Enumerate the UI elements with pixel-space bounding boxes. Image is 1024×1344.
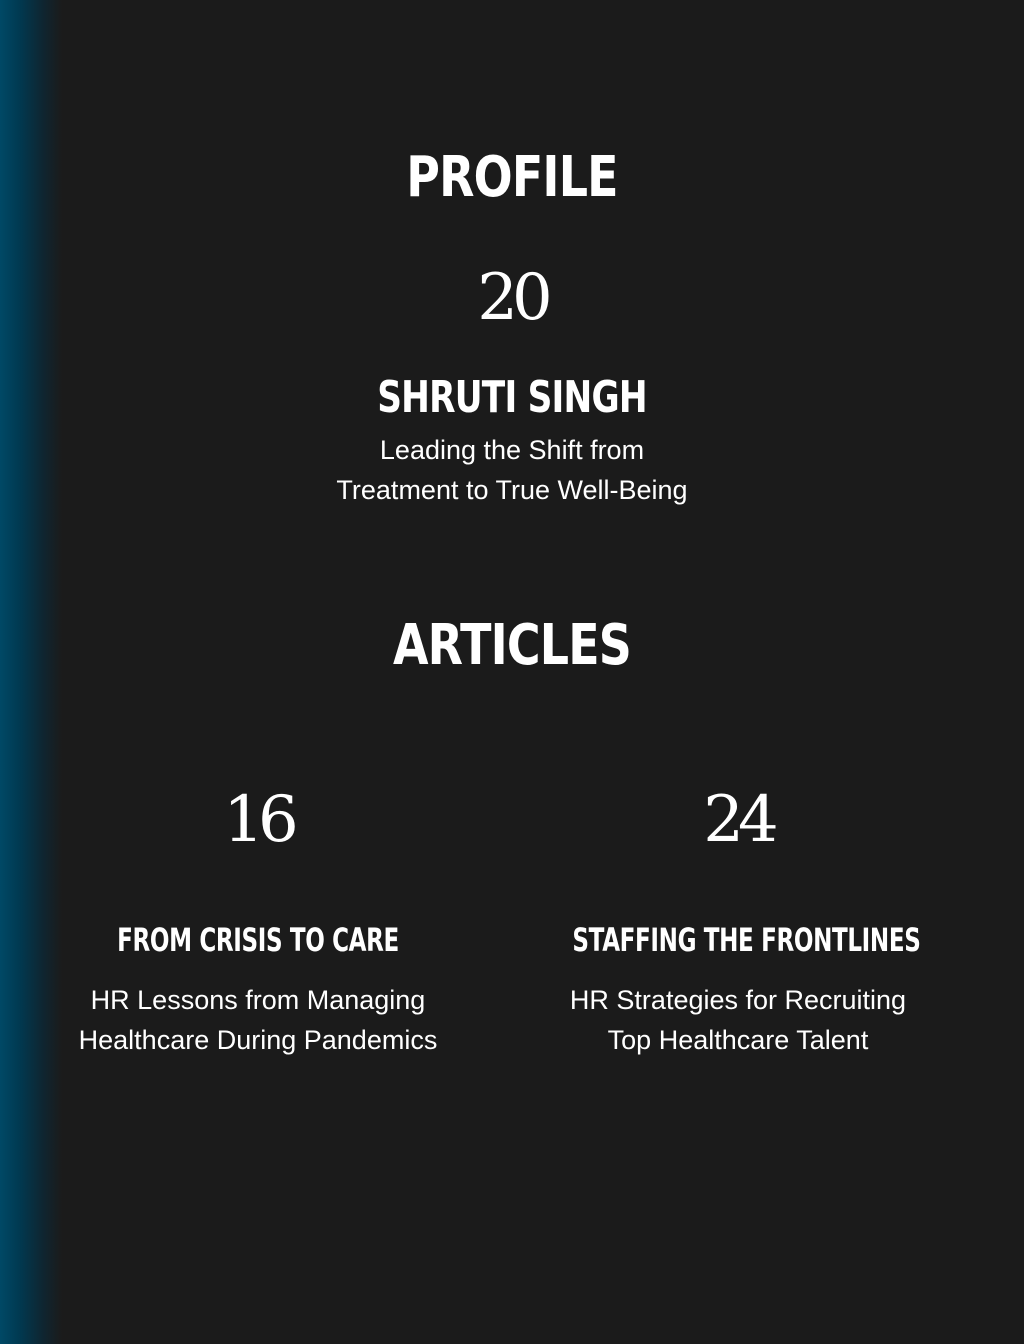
article-2-subtitle [528, 980, 948, 1060]
profile-subtitle-line-1: Leading the Shift from [379, 435, 645, 465]
article-2-subtitle-line-1: HR Strategies for Recruiting [569, 985, 907, 1015]
profile-subtitle-line-2: Treatment to True Well-Being [336, 475, 688, 505]
article-1-title[interactable]: FROM CRISIS TO CARE [117, 921, 399, 959]
profile-page-number[interactable]: 20 [477, 261, 547, 335]
article-1-page-number[interactable]: 16 [223, 783, 293, 857]
article-1-subtitle [48, 980, 468, 1060]
article-1-subtitle-line-1: HR Lessons from Managing [90, 985, 426, 1015]
articles-section-title: ARTICLES [392, 613, 632, 678]
profile-subtitle [212, 430, 812, 510]
profile-section-title: PROFILE [406, 145, 618, 210]
article-2-page-number[interactable]: 24 [703, 783, 773, 857]
profile-name-title[interactable]: SHRUTI SINGH [377, 372, 647, 423]
article-1-subtitle-line-2: Healthcare During Pandemics [78, 1025, 438, 1055]
article-2-title[interactable]: STAFFING THE FRONTLINES [572, 921, 921, 959]
accent-edge-band [0, 0, 62, 1344]
article-2-subtitle-line-2: Top Healthcare Talent [607, 1025, 869, 1055]
